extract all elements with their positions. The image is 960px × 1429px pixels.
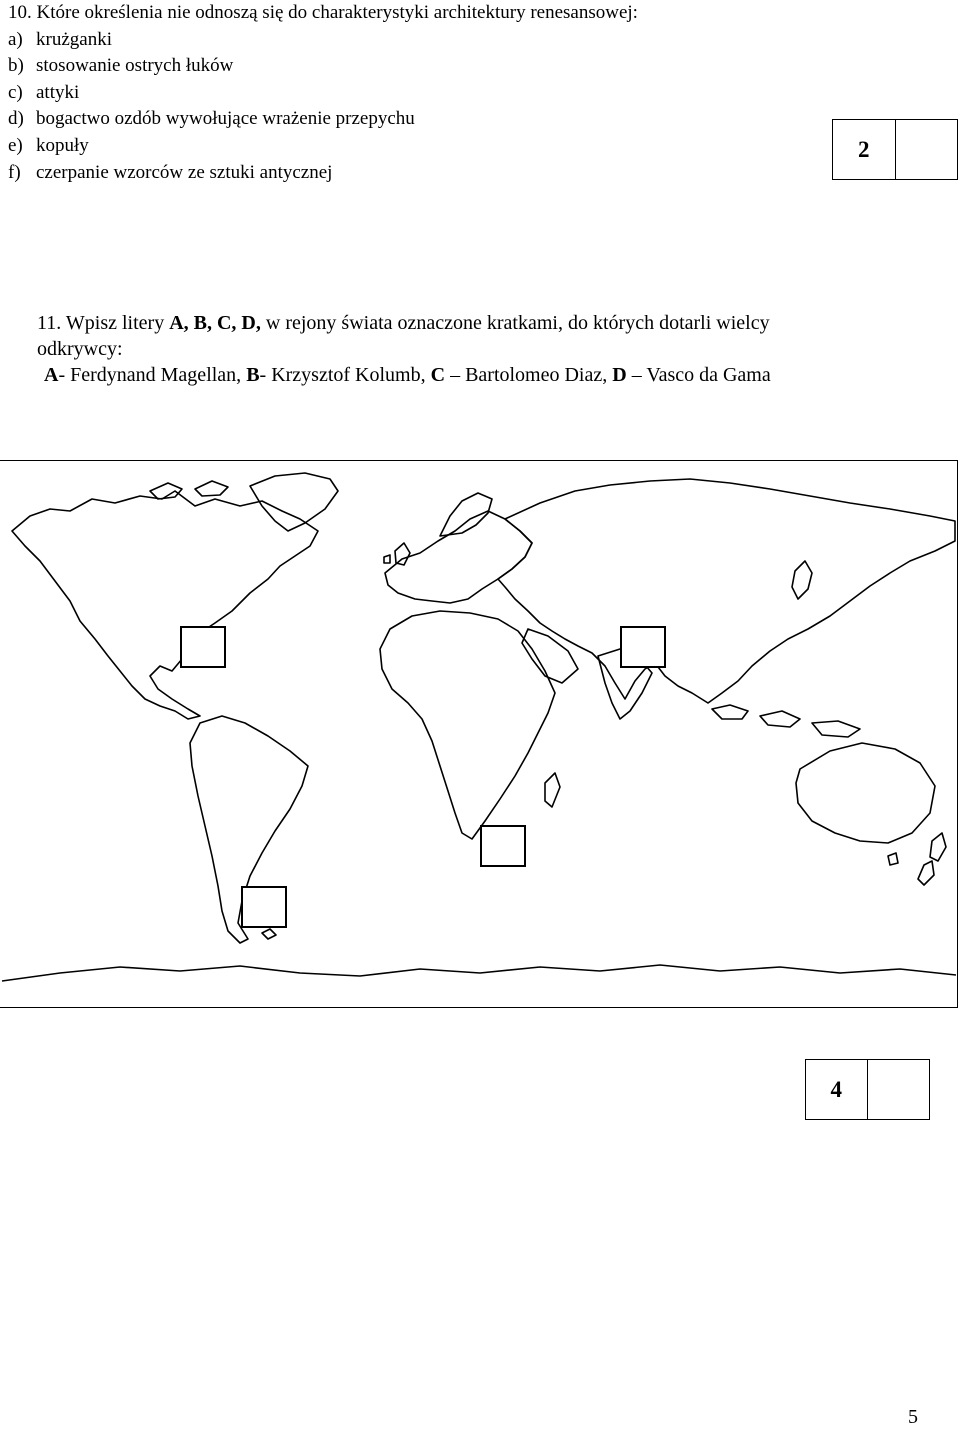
- option-text: czerpanie wzorców ze sztuki antycznej: [36, 161, 333, 183]
- q11-prefix: 11. Wpisz litery: [37, 312, 170, 334]
- southeast-asia-islands-outline: [712, 705, 860, 737]
- answer-box-india[interactable]: [620, 626, 666, 668]
- option-c: [8, 80, 638, 107]
- question-11: [37, 310, 937, 388]
- option-text: attyki: [36, 81, 80, 103]
- option-letter: d): [8, 108, 24, 130]
- points-field[interactable]: [896, 120, 958, 179]
- option-text: stosowanie ostrych łuków: [36, 55, 234, 77]
- world-map-outline: [0, 461, 958, 1009]
- option-letter: b): [8, 55, 24, 77]
- legend-text-a: - Ferdynand Magellan,: [58, 364, 247, 386]
- option-letter: e): [8, 134, 23, 156]
- north-america-outline: [12, 491, 318, 719]
- new-zealand-outline: [918, 833, 946, 885]
- antarctica-outline: [2, 965, 956, 981]
- legend-letter-c: C: [430, 364, 446, 386]
- option-b: [8, 53, 638, 80]
- q11-rest: w rejony świata oznaczone kratkami, do których dotarli wielcy: [260, 312, 770, 334]
- legend-text-d: – Vasco da Gama: [626, 364, 771, 386]
- explorers-legend: [37, 362, 937, 388]
- q11-line2: odkrywcy:: [37, 338, 123, 360]
- asia-outline: [498, 479, 955, 703]
- question-11-title: [37, 310, 937, 336]
- falkland-islands-outline: [262, 929, 276, 939]
- question-10-title: 10. Które określenia nie odnoszą się do charakterystyki architektury renesansowej:: [8, 2, 638, 23]
- world-map: [0, 460, 958, 1008]
- option-text: kopuły: [36, 134, 89, 156]
- british-isles-outline: [384, 543, 410, 565]
- answer-box-caribbean[interactable]: [180, 626, 226, 668]
- option-a: [8, 27, 638, 54]
- scandinavia-outline: [440, 493, 492, 536]
- africa-outline: [380, 611, 555, 839]
- australia-outline: [796, 743, 935, 843]
- arctic-islands-outline: [150, 481, 228, 499]
- option-letter: f): [8, 161, 21, 183]
- arabia-outline: [522, 629, 578, 683]
- score-box-q10: [832, 119, 958, 180]
- option-text: bogactwo ozdób wywołujące wrażenie przepychu: [36, 108, 415, 130]
- europe-outline: [385, 511, 532, 603]
- legend-text-b: - Krzysztof Kolumb,: [259, 364, 431, 386]
- option-e: [8, 133, 638, 160]
- japan-outline: [792, 561, 812, 599]
- option-letter: c): [8, 81, 23, 103]
- tasmania-outline: [888, 853, 898, 865]
- legend-letter-a: A: [44, 364, 59, 386]
- legend-text-c: – Bartolomeo Diaz,: [445, 364, 613, 386]
- legend-letter-d: D: [612, 364, 627, 386]
- option-f: [8, 160, 638, 187]
- max-points: 4: [806, 1060, 868, 1119]
- page-number: 5: [908, 1406, 918, 1428]
- madagascar-outline: [545, 773, 560, 807]
- option-d: [8, 106, 638, 133]
- q11-letters: A, B, C, D,: [169, 312, 261, 334]
- option-text: krużganki: [36, 28, 112, 50]
- answer-box-strait-of-magellan[interactable]: [241, 886, 287, 928]
- max-points: 2: [833, 120, 896, 179]
- legend-letter-b: B: [246, 364, 260, 386]
- score-box-q11: [805, 1059, 930, 1120]
- points-field[interactable]: [868, 1060, 930, 1119]
- option-letter: a): [8, 28, 23, 50]
- question-10: [8, 0, 638, 186]
- answer-box-cape-of-good-hope[interactable]: [480, 825, 526, 867]
